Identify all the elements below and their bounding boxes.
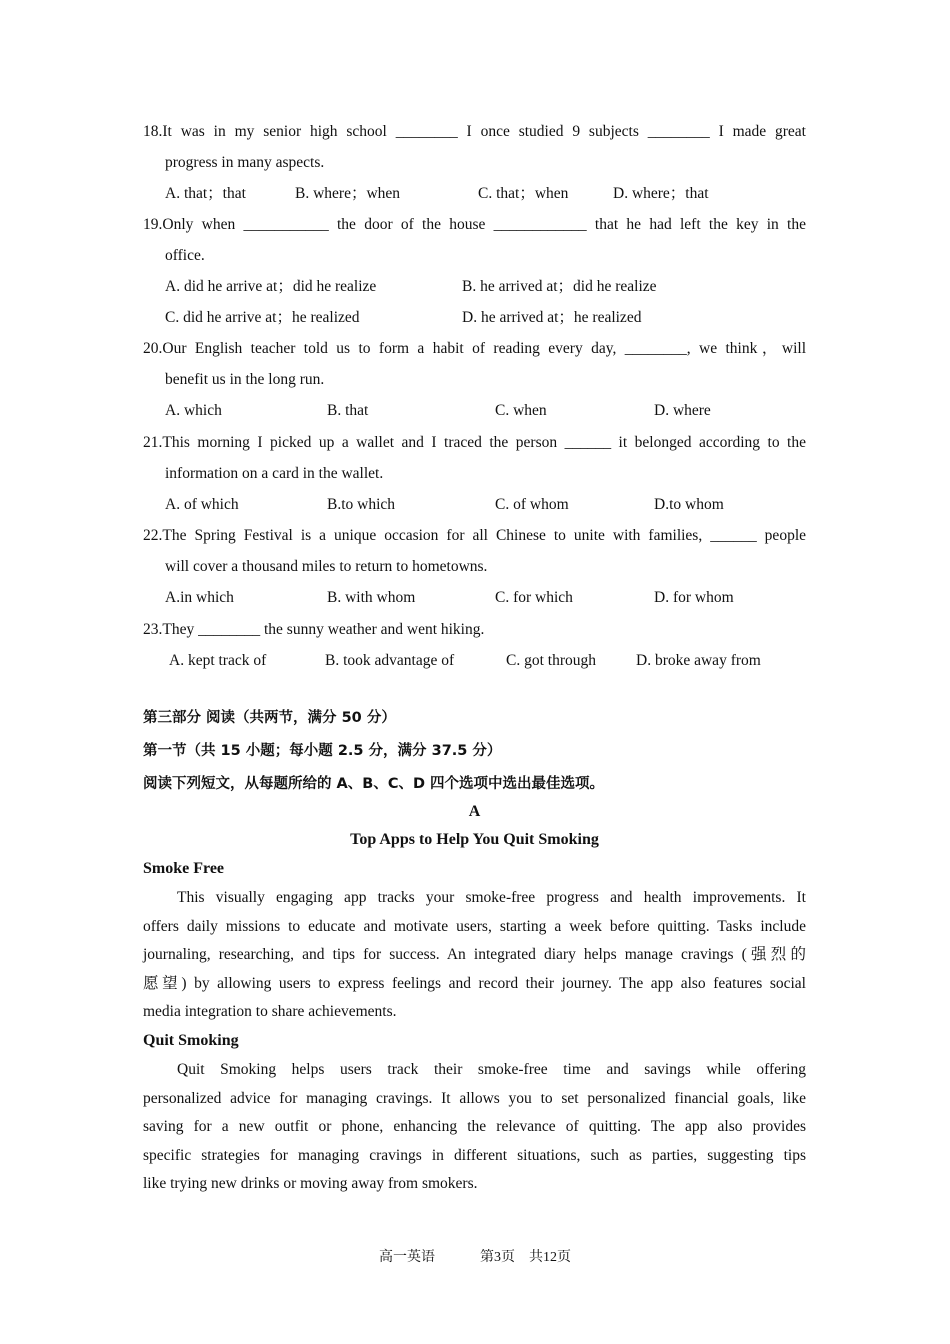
option-c: C. of whom: [495, 496, 569, 513]
options-row: [143, 489, 806, 520]
question-stem: 19.Only when ___________ the door of the house ____________ that he had left the key in the: [143, 216, 806, 233]
option-b: B. took advantage of: [325, 652, 455, 669]
options-row: [143, 395, 806, 426]
question-21: [143, 427, 806, 520]
option-d: D. where: [654, 402, 711, 419]
paragraph-smoke-free: [143, 884, 806, 1027]
part-title: 第三部分 阅读（共两节，满分 50 分）: [143, 710, 396, 726]
question-stem-continued: progress in many aspects.: [165, 154, 325, 171]
option-a: A. that；that: [165, 185, 246, 202]
options-row: [143, 178, 806, 209]
option-c: C. when: [495, 402, 547, 419]
question-stem: 18.It was in my senior high school ________ I once studied 9 subjects ________ I made great: [143, 123, 806, 140]
option-c: C. got through: [506, 652, 596, 669]
question-18: [143, 116, 806, 209]
app-name-quit-smoking: Quit Smoking: [143, 1032, 239, 1049]
question-stem-continued: office.: [165, 247, 205, 264]
option-d: D.to whom: [654, 496, 724, 513]
section-instruction: 阅读下列短文，从每题所给的 A、B、C、D 四个选项中选出最佳选项。: [143, 776, 605, 792]
paragraph-line: like trying new drinks or moving away from smokers.: [143, 1175, 478, 1193]
option-c: C. for which: [495, 589, 573, 606]
option-b: B. where；when: [295, 185, 401, 202]
question-stem-continued: will cover a thousand miles to return to hometowns.: [165, 558, 488, 575]
option-b: B. with whom: [327, 589, 416, 606]
options-row: [143, 582, 806, 613]
paragraph-line: Quit Smoking helps users track their smoke-free time and savings while offering: [177, 1061, 806, 1078]
option-d: D. he arrived at；he realized: [462, 309, 642, 326]
question-stem: 22.The Spring Festival is a unique occasion for all Chinese to unite with families, ______ people: [143, 527, 806, 544]
option-a: A.in which: [165, 589, 234, 606]
option-b: B. he arrived at；did he realize: [462, 278, 657, 295]
footer-subject: 高一英语: [379, 1250, 435, 1265]
paragraph-line: offers daily missions to educate and motivate users, starting a week before quitting. Tasks include: [143, 917, 806, 935]
options-row: [143, 271, 806, 302]
option-a: A. of which: [165, 496, 239, 513]
paragraph-line: media integration to share achievements.: [143, 1003, 397, 1021]
options-row: [143, 302, 806, 333]
paragraph-quit-smoking: [143, 1056, 806, 1199]
paragraph-line: 愿望) by allowing users to express feelings and record their journey. The app also features social: [143, 974, 806, 992]
app-name-smoke-free: Smoke Free: [143, 860, 225, 877]
question-22: [143, 520, 806, 613]
question-stem: 21.This morning I picked up a wallet and I traced the person ______ it belonged according to the: [143, 434, 806, 451]
question-stem: 23.They ________ the sunny weather and went hiking.: [143, 621, 485, 638]
options-row: [143, 645, 806, 676]
paragraph-line: journaling, researching, and tips for success. An integrated diary helps manage cravings (强烈的: [143, 946, 806, 964]
question-19: [143, 209, 806, 333]
question-stem: 20.Our English teacher told us to form a habit of reading every day, ________, we think，will: [143, 340, 806, 357]
paragraph-line: This visually engaging app tracks your smoke-free progress and health improvements. It: [177, 889, 806, 906]
option-c: C. did he arrive at；he realized: [165, 309, 360, 326]
paragraph-line: saving for a new outfit or phone, enhancing the relevance of quitting. The app also provides: [143, 1118, 806, 1136]
question-20: [143, 333, 806, 426]
option-d: D. broke away from: [636, 652, 761, 669]
option-a: A. kept track of: [169, 652, 267, 669]
paragraph-line: personalized advice for managing cravings. It allows you to set personalized financial goals, like: [143, 1089, 806, 1107]
option-d: D. for whom: [654, 589, 734, 606]
option-c: C. that；when: [478, 185, 569, 202]
option-a: A. did he arrive at；did he realize: [165, 278, 377, 295]
option-d: D. where；that: [613, 185, 709, 202]
option-b: B. that: [327, 402, 369, 419]
footer-page-number: 第3页 共12页: [480, 1250, 571, 1265]
passage-title: Top Apps to Help You Quit Smoking: [350, 831, 599, 848]
paragraph-line: specific strategies for managing cravings in different situations, such as parties, suggesting tips: [143, 1146, 806, 1164]
question-23: [143, 614, 806, 676]
option-b: B.to which: [327, 496, 396, 513]
option-a: A. which: [165, 402, 222, 419]
question-stem-continued: benefit us in the long run.: [165, 371, 325, 388]
subsection-title: 第一节（共 15 小题；每小题 2.5 分，满分 37.5 分）: [143, 743, 502, 759]
question-stem-continued: information on a card in the wallet.: [165, 465, 384, 482]
passage-letter: A: [468, 803, 481, 820]
